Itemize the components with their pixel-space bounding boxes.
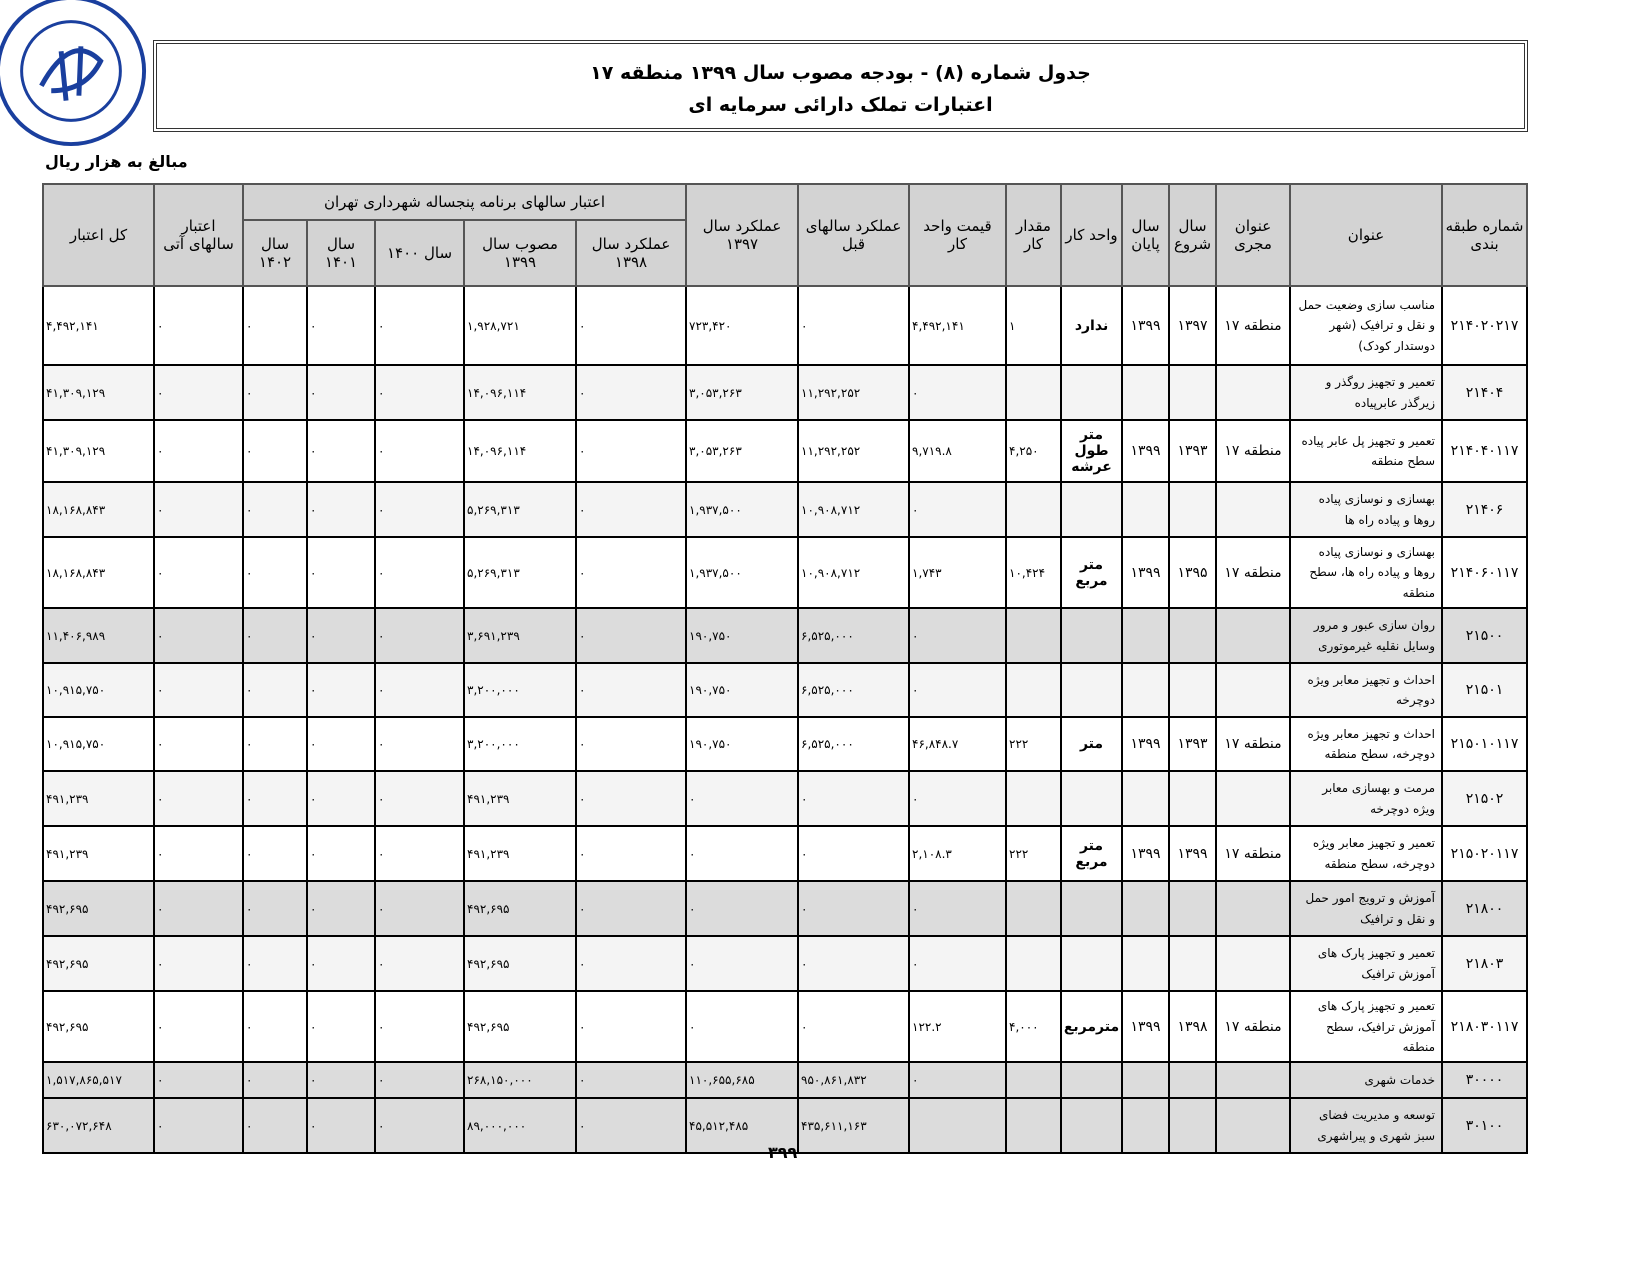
cell-executor: منطقه ۱۷ <box>1216 420 1290 482</box>
header-unit-price: قیمت واحد کار <box>909 184 1006 286</box>
cell-total: ۴۹۲,۶۹۵ <box>43 881 154 936</box>
table-row <box>43 365 1527 420</box>
header-year-1402: سال ۱۴۰۲ <box>243 220 307 286</box>
table-row <box>43 936 1527 991</box>
table-row <box>43 482 1527 537</box>
cell-future: ۰ <box>154 286 243 365</box>
cell-qty <box>1006 881 1061 936</box>
cell-code: ۲۱۸۰۰ <box>1442 881 1527 936</box>
cell-unit <box>1061 881 1122 936</box>
header-title: عنوان <box>1290 184 1442 286</box>
cell-title: روان سازی عبور و مرور وسایل نقلیه غیرموتوری <box>1290 608 1442 663</box>
cell-unit <box>1061 365 1122 420</box>
cell-qty: ۲۲۲ <box>1006 717 1061 771</box>
cell-app1399: ۳,۶۹۱,۲۳۹ <box>464 608 576 663</box>
cell-start: ۱۳۹۹ <box>1169 826 1216 881</box>
document-title: جدول شماره (۸) - بودجه مصوب سال ۱۳۹۹ منطقه ۱۷ <box>590 62 1091 84</box>
cell-y1401: ۰ <box>307 1098 375 1153</box>
cell-app1399: ۱۴,۰۹۶,۱۱۴ <box>464 365 576 420</box>
cell-y1400: ۰ <box>375 717 464 771</box>
cell-code: ۲۱۸۰۳۰۱۱۷ <box>1442 991 1527 1062</box>
cell-perf1397: ۰ <box>686 991 798 1062</box>
cell-title: مرمت و بهسازی معابر ویژه دوچرخه <box>1290 771 1442 826</box>
header-year-1401: سال ۱۴۰۱ <box>307 220 375 286</box>
currency-unit-note: مبالغ به هزار ریال <box>45 152 188 171</box>
cell-title: مناسب سازی وضعیت حمل و نقل و ترافیک (شهر دوستدار کودک) <box>1290 286 1442 365</box>
cell-end <box>1122 771 1169 826</box>
cell-price <box>909 1098 1006 1153</box>
cell-perf1398: ۰ <box>576 286 686 365</box>
cell-title: توسعه و مدیریت فضای سبز شهری و پیراشهری <box>1290 1098 1442 1153</box>
cell-code: ۲۱۴۰۲۰۲۱۷ <box>1442 286 1527 365</box>
cell-past: ۱۰,۹۰۸,۷۱۲ <box>798 537 909 608</box>
cell-past: ۰ <box>798 881 909 936</box>
table-row <box>43 663 1527 717</box>
cell-title: خدمات شهری <box>1290 1062 1442 1098</box>
cell-total: ۶۳۰,۰۷۲,۶۴۸ <box>43 1098 154 1153</box>
cell-total: ۱,۵۱۷,۸۶۵,۵۱۷ <box>43 1062 154 1098</box>
cell-app1399: ۵,۲۶۹,۳۱۳ <box>464 537 576 608</box>
cell-future: ۰ <box>154 826 243 881</box>
cell-y1400: ۰ <box>375 420 464 482</box>
cell-start <box>1169 771 1216 826</box>
table-row <box>43 991 1527 1062</box>
cell-title: احداث و تجهیز معابر ویژه دوچرخه، سطح منطقه <box>1290 717 1442 771</box>
cell-past: ۱۰,۹۰۸,۷۱۲ <box>798 482 909 537</box>
cell-executor <box>1216 1098 1290 1153</box>
cell-unit: متر مربع <box>1061 826 1122 881</box>
header-approved-1399: مصوب سال ۱۳۹۹ <box>464 220 576 286</box>
cell-y1401: ۰ <box>307 482 375 537</box>
header-performance-1398: عملکرد سال ۱۳۹۸ <box>576 220 686 286</box>
cell-executor <box>1216 482 1290 537</box>
cell-future: ۰ <box>154 991 243 1062</box>
cell-perf1397: ۱۹۰,۷۵۰ <box>686 663 798 717</box>
cell-code: ۲۱۴۰۴ <box>1442 365 1527 420</box>
cell-perf1397: ۷۲۳,۴۲۰ <box>686 286 798 365</box>
cell-past: ۶,۵۲۵,۰۰۰ <box>798 717 909 771</box>
cell-y1400: ۰ <box>375 365 464 420</box>
cell-perf1397: ۴۵,۵۱۲,۴۸۵ <box>686 1098 798 1153</box>
header-performance-1397: عملکرد سال ۱۳۹۷ <box>686 184 798 286</box>
cell-code: ۳۰۱۰۰ <box>1442 1098 1527 1153</box>
cell-total: ۱۱,۴۰۶,۹۸۹ <box>43 608 154 663</box>
cell-start <box>1169 1098 1216 1153</box>
cell-end <box>1122 365 1169 420</box>
cell-code: ۲۱۵۰۱۰۱۱۷ <box>1442 717 1527 771</box>
document-title-box <box>153 40 1528 132</box>
cell-start <box>1169 1062 1216 1098</box>
cell-total: ۴۹۱,۲۳۹ <box>43 771 154 826</box>
cell-perf1398: ۰ <box>576 482 686 537</box>
cell-app1399: ۴۹۲,۶۹۵ <box>464 991 576 1062</box>
cell-total: ۴۱,۳۰۹,۱۲۹ <box>43 420 154 482</box>
cell-price: ۰ <box>909 771 1006 826</box>
cell-executor <box>1216 881 1290 936</box>
cell-qty <box>1006 936 1061 991</box>
cell-executor: منطقه ۱۷ <box>1216 991 1290 1062</box>
cell-price: ۰ <box>909 1062 1006 1098</box>
cell-unit <box>1061 1062 1122 1098</box>
cell-y1402: ۰ <box>243 663 307 717</box>
cell-perf1397: ۱,۹۳۷,۵۰۰ <box>686 482 798 537</box>
cell-perf1398: ۰ <box>576 663 686 717</box>
cell-price: ۴,۴۹۲,۱۴۱ <box>909 286 1006 365</box>
table-row <box>43 1062 1527 1098</box>
cell-start: ۱۳۹۷ <box>1169 286 1216 365</box>
cell-y1400: ۰ <box>375 1062 464 1098</box>
cell-total: ۴۹۲,۶۹۵ <box>43 936 154 991</box>
cell-perf1398: ۰ <box>576 936 686 991</box>
cell-code: ۳۰۰۰۰ <box>1442 1062 1527 1098</box>
cell-app1399: ۴۹۲,۶۹۵ <box>464 936 576 991</box>
cell-future: ۰ <box>154 717 243 771</box>
cell-executor <box>1216 663 1290 717</box>
cell-price: ۰ <box>909 663 1006 717</box>
cell-start: ۱۳۹۳ <box>1169 717 1216 771</box>
cell-title: احداث و تجهیز معابر ویژه دوچرخه <box>1290 663 1442 717</box>
cell-y1401: ۰ <box>307 286 375 365</box>
cell-price: ۰ <box>909 881 1006 936</box>
cell-total: ۴۹۲,۶۹۵ <box>43 991 154 1062</box>
cell-title: آموزش و ترویج امور حمل و نقل و ترافیک <box>1290 881 1442 936</box>
cell-y1402: ۰ <box>243 991 307 1062</box>
cell-qty <box>1006 608 1061 663</box>
cell-total: ۴,۴۹۲,۱۴۱ <box>43 286 154 365</box>
cell-total: ۱۰,۹۱۵,۷۵۰ <box>43 717 154 771</box>
cell-unit <box>1061 1098 1122 1153</box>
cell-y1401: ۰ <box>307 881 375 936</box>
cell-y1402: ۰ <box>243 420 307 482</box>
cell-start <box>1169 881 1216 936</box>
cell-code: ۲۱۴۰۶ <box>1442 482 1527 537</box>
cell-executor <box>1216 771 1290 826</box>
cell-perf1398: ۰ <box>576 771 686 826</box>
cell-perf1397: ۱۹۰,۷۵۰ <box>686 717 798 771</box>
cell-price: ۰ <box>909 482 1006 537</box>
cell-y1402: ۰ <box>243 482 307 537</box>
cell-y1400: ۰ <box>375 286 464 365</box>
cell-y1401: ۰ <box>307 826 375 881</box>
cell-unit <box>1061 771 1122 826</box>
cell-perf1397: ۳,۰۵۳,۲۶۳ <box>686 365 798 420</box>
cell-future: ۰ <box>154 1098 243 1153</box>
cell-perf1397: ۱,۹۳۷,۵۰۰ <box>686 537 798 608</box>
cell-app1399: ۸۹,۰۰۰,۰۰۰ <box>464 1098 576 1153</box>
cell-perf1397: ۱۹۰,۷۵۰ <box>686 608 798 663</box>
cell-title: بهسازی و نوسازی پیاده روها و پیاده راه ها <box>1290 482 1442 537</box>
cell-perf1397: ۰ <box>686 881 798 936</box>
cell-price: ۴۶,۸۴۸.۷ <box>909 717 1006 771</box>
cell-code: ۲۱۸۰۳ <box>1442 936 1527 991</box>
cell-y1401: ۰ <box>307 608 375 663</box>
cell-app1399: ۲۶۸,۱۵۰,۰۰۰ <box>464 1062 576 1098</box>
cell-title: تعمیر و تجهیز روگذر و زیرگذر عابرپیاده <box>1290 365 1442 420</box>
cell-executor: منطقه ۱۷ <box>1216 286 1290 365</box>
cell-end <box>1122 482 1169 537</box>
cell-perf1397: ۰ <box>686 936 798 991</box>
cell-start <box>1169 936 1216 991</box>
document-subtitle: اعتبارات تملک دارائی سرمایه ای <box>688 94 993 116</box>
cell-qty: ۱ <box>1006 286 1061 365</box>
cell-y1400: ۰ <box>375 1098 464 1153</box>
cell-past: ۰ <box>798 936 909 991</box>
cell-future: ۰ <box>154 663 243 717</box>
cell-future: ۰ <box>154 365 243 420</box>
page-number: ۳۹۹ <box>768 1143 798 1162</box>
cell-code: ۲۱۵۰۲ <box>1442 771 1527 826</box>
cell-y1400: ۰ <box>375 537 464 608</box>
cell-y1402: ۰ <box>243 1062 307 1098</box>
cell-app1399: ۱۴,۰۹۶,۱۱۴ <box>464 420 576 482</box>
header-code: شماره طبقه بندی <box>1442 184 1527 286</box>
cell-perf1398: ۰ <box>576 608 686 663</box>
table-row <box>43 608 1527 663</box>
cell-perf1398: ۰ <box>576 991 686 1062</box>
cell-perf1398: ۰ <box>576 717 686 771</box>
cell-y1402: ۰ <box>243 1098 307 1153</box>
table-row <box>43 420 1527 482</box>
cell-end <box>1122 881 1169 936</box>
cell-total: ۴۱,۳۰۹,۱۲۹ <box>43 365 154 420</box>
table-row <box>43 717 1527 771</box>
cell-qty: ۴,۲۵۰ <box>1006 420 1061 482</box>
cell-executor <box>1216 936 1290 991</box>
cell-y1402: ۰ <box>243 717 307 771</box>
cell-y1400: ۰ <box>375 608 464 663</box>
cell-perf1398: ۰ <box>576 1062 686 1098</box>
cell-past: ۹۵۰,۸۶۱,۸۳۲ <box>798 1062 909 1098</box>
cell-past: ۶,۵۲۵,۰۰۰ <box>798 663 909 717</box>
cell-total: ۱۸,۱۶۸,۸۴۳ <box>43 482 154 537</box>
cell-past: ۰ <box>798 771 909 826</box>
cell-perf1397: ۳,۰۵۳,۲۶۳ <box>686 420 798 482</box>
cell-y1401: ۰ <box>307 1062 375 1098</box>
cell-y1401: ۰ <box>307 717 375 771</box>
cell-future: ۰ <box>154 608 243 663</box>
cell-unit: متر مربع <box>1061 537 1122 608</box>
cell-executor: منطقه ۱۷ <box>1216 537 1290 608</box>
cell-y1402: ۰ <box>243 365 307 420</box>
cell-end <box>1122 936 1169 991</box>
cell-app1399: ۴۹۲,۶۹۵ <box>464 881 576 936</box>
table-row <box>43 771 1527 826</box>
cell-unit <box>1061 482 1122 537</box>
cell-app1399: ۵,۲۶۹,۳۱۳ <box>464 482 576 537</box>
cell-qty: ۲۲۲ <box>1006 826 1061 881</box>
cell-y1402: ۰ <box>243 881 307 936</box>
cell-future: ۰ <box>154 881 243 936</box>
cell-y1402: ۰ <box>243 286 307 365</box>
cell-code: ۲۱۴۰۶۰۱۱۷ <box>1442 537 1527 608</box>
cell-app1399: ۳,۲۰۰,۰۰۰ <box>464 663 576 717</box>
cell-qty: ۴,۰۰۰ <box>1006 991 1061 1062</box>
cell-end: ۱۳۹۹ <box>1122 286 1169 365</box>
cell-future: ۰ <box>154 936 243 991</box>
cell-executor <box>1216 365 1290 420</box>
cell-perf1397: ۰ <box>686 826 798 881</box>
cell-past: ۰ <box>798 826 909 881</box>
header-start-year: سال شروع <box>1169 184 1216 286</box>
cell-past: ۶,۵۲۵,۰۰۰ <box>798 608 909 663</box>
header-total-credit: کل اعتبار <box>43 184 154 286</box>
cell-past: ۰ <box>798 286 909 365</box>
header-end-year: سال پایان <box>1122 184 1169 286</box>
cell-y1400: ۰ <box>375 826 464 881</box>
cell-future: ۰ <box>154 537 243 608</box>
cell-executor <box>1216 1062 1290 1098</box>
cell-price: ۱۲۲.۲ <box>909 991 1006 1062</box>
cell-y1401: ۰ <box>307 771 375 826</box>
cell-y1402: ۰ <box>243 936 307 991</box>
cell-y1401: ۰ <box>307 936 375 991</box>
cell-executor: منطقه ۱۷ <box>1216 826 1290 881</box>
council-seal-logo <box>0 0 150 150</box>
header-year-1400: سال ۱۴۰۰ <box>375 220 464 286</box>
cell-y1402: ۰ <box>243 608 307 663</box>
cell-executor <box>1216 608 1290 663</box>
cell-y1400: ۰ <box>375 936 464 991</box>
cell-title: تعمیر و تجهیز پارک های آموزش ترافیک <box>1290 936 1442 991</box>
cell-price: ۹,۷۱۹.۸ <box>909 420 1006 482</box>
cell-price: ۰ <box>909 365 1006 420</box>
cell-y1401: ۰ <box>307 991 375 1062</box>
cell-title: تعمیر و تجهیز پل عابر پیاده سطح منطقه <box>1290 420 1442 482</box>
cell-past: ۱۱,۲۹۲,۲۵۲ <box>798 365 909 420</box>
cell-past: ۱۱,۲۹۲,۲۵۲ <box>798 420 909 482</box>
cell-end: ۱۳۹۹ <box>1122 537 1169 608</box>
cell-code: ۲۱۴۰۴۰۱۱۷ <box>1442 420 1527 482</box>
cell-start: ۱۳۹۳ <box>1169 420 1216 482</box>
table-row <box>43 881 1527 936</box>
cell-y1402: ۰ <box>243 826 307 881</box>
cell-qty <box>1006 663 1061 717</box>
cell-y1401: ۰ <box>307 420 375 482</box>
header-quantity: مقدار کار <box>1006 184 1061 286</box>
cell-start <box>1169 663 1216 717</box>
cell-perf1397: ۰ <box>686 771 798 826</box>
cell-total: ۱۸,۱۶۸,۸۴۳ <box>43 537 154 608</box>
cell-unit <box>1061 936 1122 991</box>
cell-end <box>1122 1098 1169 1153</box>
cell-end: ۱۳۹۹ <box>1122 991 1169 1062</box>
cell-end <box>1122 608 1169 663</box>
cell-code: ۲۱۵۰۱ <box>1442 663 1527 717</box>
cell-perf1397: ۱۱۰,۶۵۵,۶۸۵ <box>686 1062 798 1098</box>
cell-app1399: ۳,۲۰۰,۰۰۰ <box>464 717 576 771</box>
header-past-performance: عملکرد سالهای قبل <box>798 184 909 286</box>
header-five-year-program: اعتبار سالهای برنامه پنجساله شهرداری تهران <box>243 184 686 220</box>
cell-y1400: ۰ <box>375 771 464 826</box>
cell-unit: ندارد <box>1061 286 1122 365</box>
cell-end <box>1122 1062 1169 1098</box>
cell-y1401: ۰ <box>307 537 375 608</box>
header-future-credit: اعتبار سالهای آتی <box>154 184 243 286</box>
cell-future: ۰ <box>154 1062 243 1098</box>
cell-perf1398: ۰ <box>576 881 686 936</box>
cell-future: ۰ <box>154 420 243 482</box>
cell-executor: منطقه ۱۷ <box>1216 717 1290 771</box>
table-row <box>43 537 1527 608</box>
cell-start: ۱۳۹۵ <box>1169 537 1216 608</box>
cell-perf1398: ۰ <box>576 420 686 482</box>
budget-table <box>42 183 1528 1154</box>
cell-y1402: ۰ <box>243 537 307 608</box>
cell-past: ۴۳۵,۶۱۱,۱۶۳ <box>798 1098 909 1153</box>
cell-perf1398: ۰ <box>576 365 686 420</box>
cell-end: ۱۳۹۹ <box>1122 826 1169 881</box>
cell-code: ۲۱۵۰۲۰۱۱۷ <box>1442 826 1527 881</box>
cell-title: بهسازی و نوسازی پیاده روها و پیاده راه ها، سطح منطقه <box>1290 537 1442 608</box>
cell-unit: متر <box>1061 717 1122 771</box>
cell-y1400: ۰ <box>375 663 464 717</box>
cell-unit: متر طول عرشه <box>1061 420 1122 482</box>
table-body <box>43 286 1527 1153</box>
cell-past: ۰ <box>798 991 909 1062</box>
cell-qty <box>1006 482 1061 537</box>
cell-qty <box>1006 1098 1061 1153</box>
cell-title: تعمیر و تجهیز پارک های آموزش ترافیک، سطح منطقه <box>1290 991 1442 1062</box>
cell-start <box>1169 482 1216 537</box>
cell-unit <box>1061 663 1122 717</box>
cell-price: ۰ <box>909 608 1006 663</box>
cell-end: ۱۳۹۹ <box>1122 717 1169 771</box>
cell-total: ۴۹۱,۲۳۹ <box>43 826 154 881</box>
table-row <box>43 826 1527 881</box>
cell-app1399: ۴۹۱,۲۳۹ <box>464 826 576 881</box>
header-executor: عنوان مجری <box>1216 184 1290 286</box>
cell-price: ۲,۱۰۸.۳ <box>909 826 1006 881</box>
cell-end <box>1122 663 1169 717</box>
cell-unit: مترمربع <box>1061 991 1122 1062</box>
cell-future: ۰ <box>154 482 243 537</box>
cell-price: ۱,۷۴۳ <box>909 537 1006 608</box>
cell-total: ۱۰,۹۱۵,۷۵۰ <box>43 663 154 717</box>
table-row <box>43 286 1527 365</box>
cell-y1400: ۰ <box>375 881 464 936</box>
cell-qty <box>1006 771 1061 826</box>
cell-end: ۱۳۹۹ <box>1122 420 1169 482</box>
cell-qty <box>1006 365 1061 420</box>
cell-y1400: ۰ <box>375 482 464 537</box>
cell-start: ۱۳۹۸ <box>1169 991 1216 1062</box>
header-unit: واحد کار <box>1061 184 1122 286</box>
cell-start <box>1169 365 1216 420</box>
cell-y1401: ۰ <box>307 663 375 717</box>
cell-title: تعمیر و تجهیز معابر ویژه دوچرخه، سطح منطقه <box>1290 826 1442 881</box>
cell-perf1398: ۰ <box>576 1098 686 1153</box>
cell-y1402: ۰ <box>243 771 307 826</box>
cell-y1400: ۰ <box>375 991 464 1062</box>
cell-unit <box>1061 608 1122 663</box>
cell-future: ۰ <box>154 771 243 826</box>
cell-app1399: ۴۹۱,۲۳۹ <box>464 771 576 826</box>
cell-perf1398: ۰ <box>576 537 686 608</box>
cell-perf1398: ۰ <box>576 826 686 881</box>
cell-price: ۰ <box>909 936 1006 991</box>
cell-y1401: ۰ <box>307 365 375 420</box>
cell-code: ۲۱۵۰۰ <box>1442 608 1527 663</box>
cell-qty: ۱۰,۴۲۴ <box>1006 537 1061 608</box>
cell-start <box>1169 608 1216 663</box>
cell-app1399: ۱,۹۲۸,۷۲۱ <box>464 286 576 365</box>
cell-qty <box>1006 1062 1061 1098</box>
